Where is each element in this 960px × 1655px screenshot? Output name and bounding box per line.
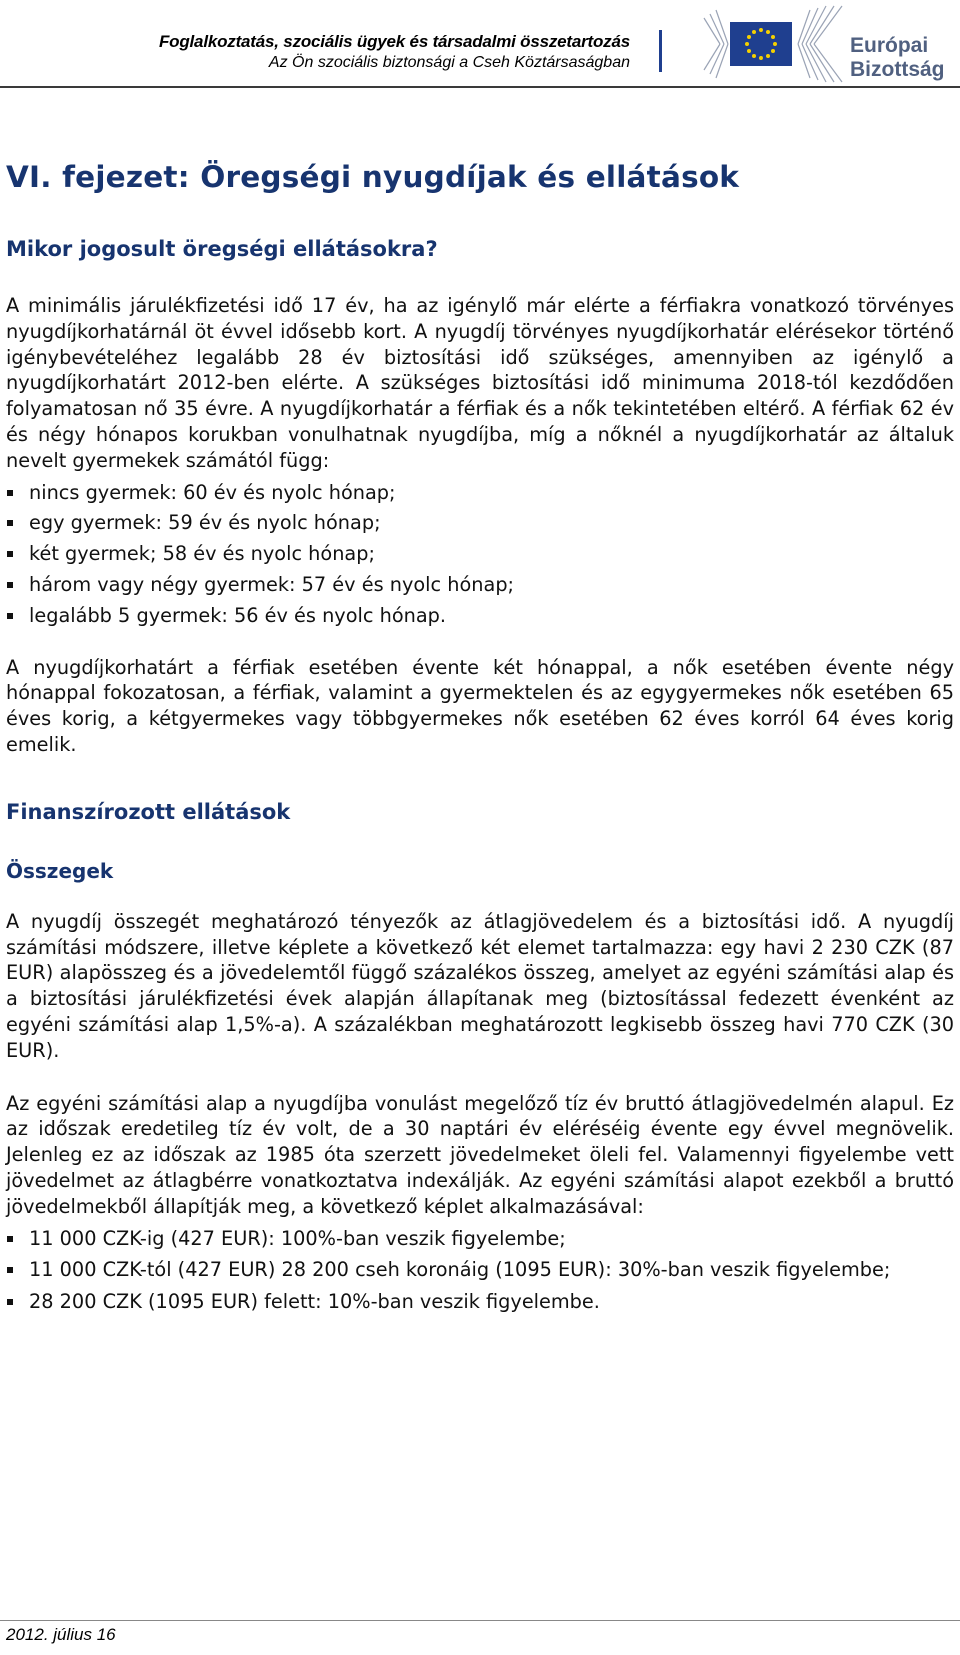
subsection-heading-amounts: Összegek xyxy=(6,858,114,883)
calculation-formula-list xyxy=(6,1226,954,1315)
list-item: 11 000 CZK-ig (427 EUR): 100%-ban veszik figyelembe; xyxy=(6,1226,954,1252)
header-separator xyxy=(659,30,662,72)
footer-date: 2012. július 16 xyxy=(6,1625,116,1644)
list-item: 11 000 CZK-tól (427 EUR) 28 200 cseh koronáig (1095 EUR): 30%-ban veszik figyelembe; xyxy=(6,1257,954,1283)
logo-text xyxy=(850,34,945,82)
header-subtitle: Az Ön szociális biztonsági a Cseh Köztársaságban xyxy=(268,54,630,71)
header-department: Foglalkoztatás, szociális ügyek és társadalmi összetartozás xyxy=(158,32,630,51)
header-text xyxy=(159,32,630,72)
commission-building-icon xyxy=(700,4,845,84)
list-item: nincs gyermek: 60 év és nyolc hónap; xyxy=(6,480,954,506)
eligibility-paragraph: A minimális járulékfizetési idő 17 év, ha az igénylő már elérte a férfiakra vonatkozó törvényes nyugdíjkorhatárnál öt évvel idősebb kort. A nyugdíj törvényes nyugdíjkorhatár elérésekor történő igénybevételéhez legalább 28 év biztosítási idő szükséges, amennyiben az igénylő a nyugdíjkorhatárt 2012-ben elérte. A szükséges biztosítási idő minimuma 2018-tól kezdődően folyamatosan nő 35 évre. A nyugdíjkorhatár a férfiak és a nők tekintetében eltérő. A férfiak 62 év és négy hónapos korukban vonulhatnak nyugdíjba, míg a nőknél a nyugdíjkorhatár az általuk nevelt gyermekek számától függ: xyxy=(6,294,954,472)
list-item: két gyermek; 58 év és nyolc hónap; xyxy=(6,541,954,567)
european-commission-logo xyxy=(700,4,950,84)
retirement-age-increase-paragraph: A nyugdíjkorhatárt a férfiak esetében évente két hónappal, a nők esetében évente négy hónappal fokozatosan, a férfiak, valamint a gyermektelen és az egygyermekes nők esetében 65 éves korig, a kétgyermekes vagy többgyermekes nők esetében 62 éves korról 64 éves korig emelik. xyxy=(6,655,954,756)
page-header xyxy=(0,0,960,88)
header-rule xyxy=(0,86,960,88)
logo-text-line1: Európai xyxy=(850,34,929,57)
page-content xyxy=(6,160,954,1315)
amounts-paragraph: A nyugdíj összegét meghatározó tényezők az átlagjövedelem és a biztosítási idő. A nyugdíj számítási módszere, illetve képlete a következő két elemet tartalmazza: egy havi 2 230 CZK (87 EUR) alapösszeg és a jövedelemtől függő százalékos összeg, amelyet az egyéni számítási alap és a biztosítási járulékfizetési évek alapján állapítanak meg (biztosítással fedezett évenként az egyéni számítási alap 1,5%-a). A százalékban meghatározott legkisebb összeg havi 770 CZK (30 EUR). xyxy=(6,909,954,1062)
list-item: legalább 5 gyermek: 56 év és nyolc hónap. xyxy=(6,603,954,629)
footer-rule xyxy=(0,1620,960,1621)
list-item: 28 200 CZK (1095 EUR) felett: 10%-ban veszik figyelembe. xyxy=(6,1289,954,1315)
retirement-age-list xyxy=(6,480,954,629)
list-item: három vagy négy gyermek: 57 év és nyolc hónap; xyxy=(6,572,954,598)
chapter-title: VI. fejezet: Öregségi nyugdíjak és ellátások xyxy=(6,160,740,194)
section-heading-eligibility: Mikor jogosult öregségi ellátásokra? xyxy=(6,237,438,261)
list-item: egy gyermek: 59 év és nyolc hónap; xyxy=(6,510,954,536)
logo-text-line2: Bizottság xyxy=(850,58,945,81)
calculation-base-paragraph: Az egyéni számítási alap a nyugdíjba vonulást megelőző tíz év bruttó átlagjövedelmén alapul. Ez az időszak eredetileg tíz év volt, de a 30 naptári év eléréséig évente egy évvel megnövelik. Jelenleg ez az időszak az 1985 óta szerzett jövedelmeket öleli fel. Valamennyi figyelembe vett jövedelmet az átlagbérre vonatkoztatva indexálják. Az egyéni számítási alapot ezekből a bruttó jövedelmekből állapítják meg, a következő képlet alkalmazásával: xyxy=(6,1091,954,1218)
section-heading-financed-benefits: Finanszírozott ellátások xyxy=(6,799,291,824)
